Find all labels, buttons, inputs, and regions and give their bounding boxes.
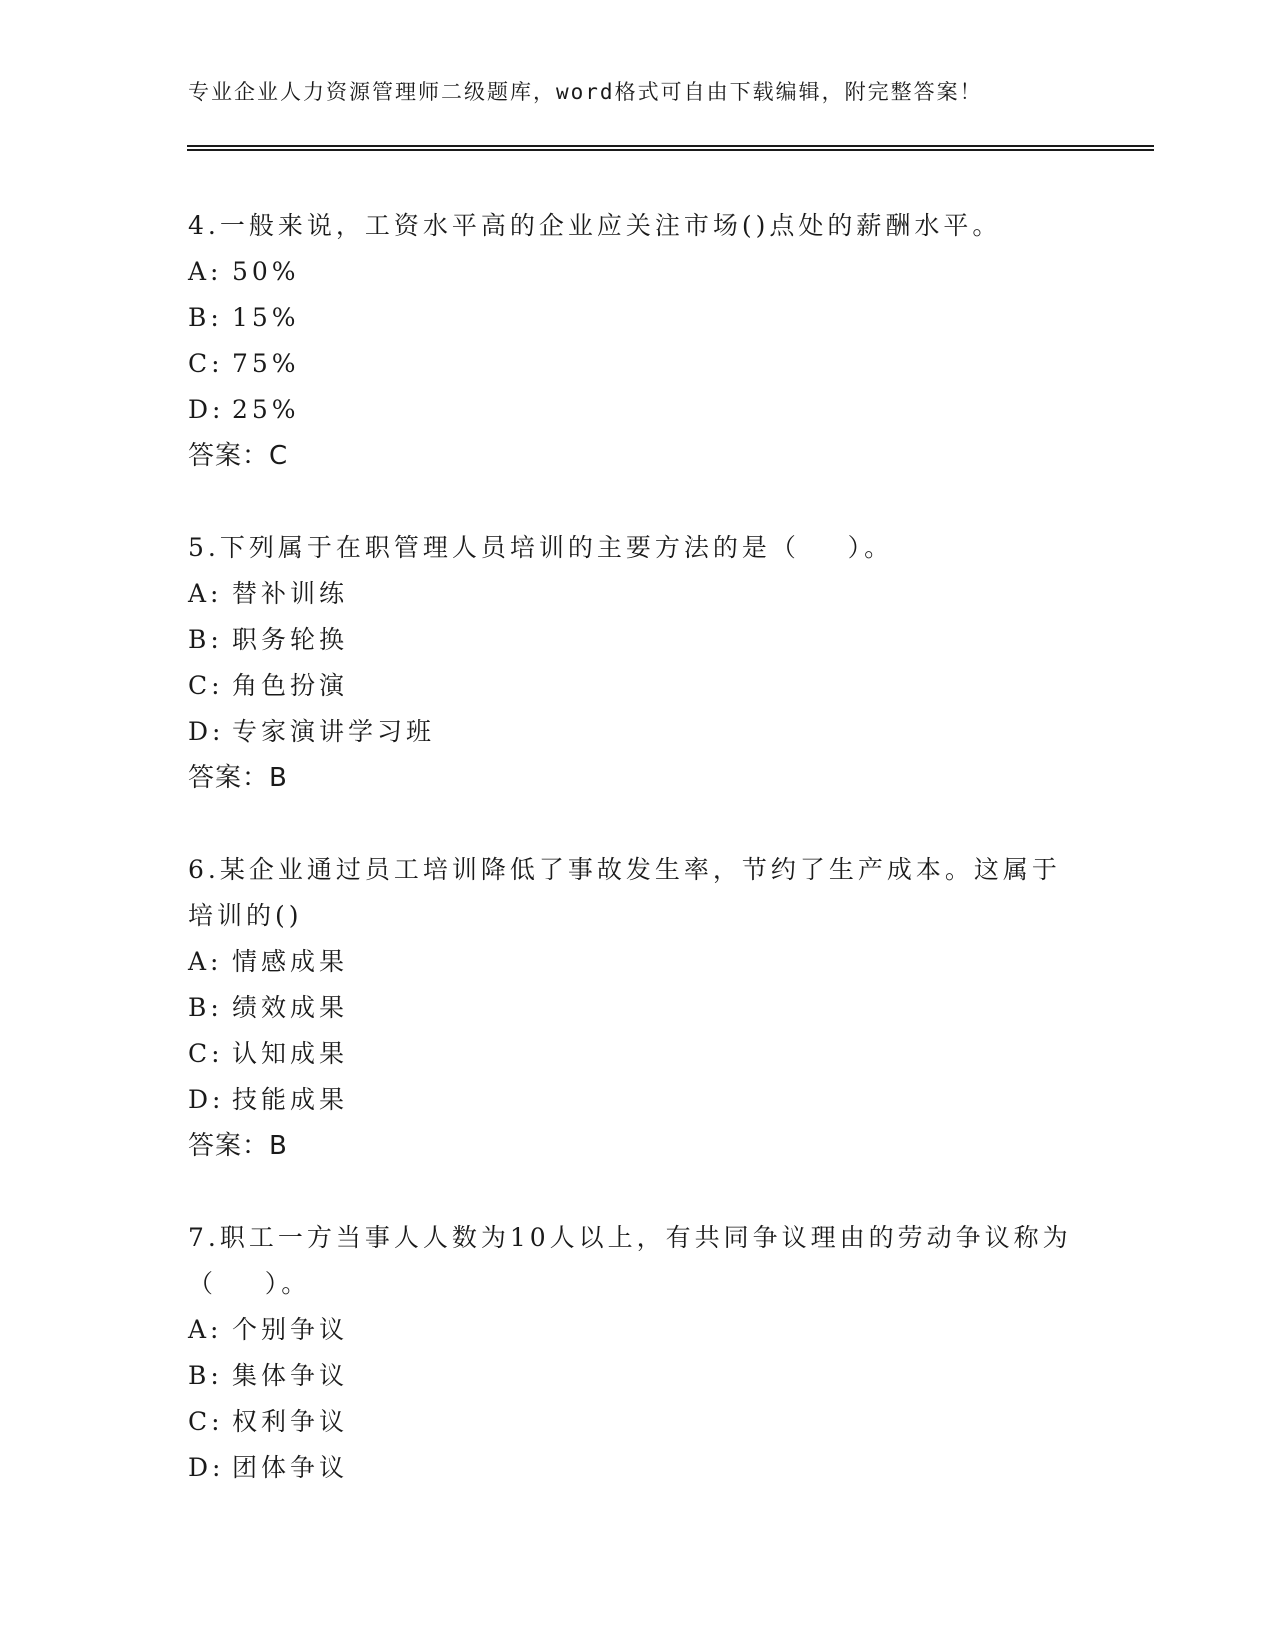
option-text: 职务轮换 (232, 625, 349, 654)
option-text: 技能成果 (232, 1085, 349, 1114)
question-list (188, 203, 1088, 1537)
rule-line-top (187, 145, 1154, 147)
header-double-rule (187, 145, 1154, 151)
option-text: 集体争议 (232, 1361, 349, 1390)
option-label: B: (188, 993, 223, 1022)
answer-option (188, 387, 1088, 433)
answer-option (188, 1031, 1088, 1077)
option-label: A: (188, 1315, 223, 1344)
question-block (188, 1215, 1088, 1491)
option-label: C: (188, 671, 224, 700)
option-label: C: (188, 349, 224, 378)
answer-option (188, 1353, 1088, 1399)
option-label: B: (188, 1361, 223, 1390)
answer-option (188, 709, 1088, 755)
option-text: 50% (232, 257, 300, 286)
question-stem: （ ）。 (188, 1269, 311, 1298)
answer-option (188, 571, 1088, 617)
question-block (188, 203, 1088, 479)
option-text: 权利争议 (232, 1407, 349, 1436)
option-text: 25% (232, 395, 300, 424)
option-text: 75% (232, 349, 300, 378)
answer-option (188, 341, 1088, 387)
option-label: D: (188, 1085, 225, 1114)
option-text: 角色扮演 (232, 671, 349, 700)
answer-option (188, 617, 1088, 663)
question-stem: 7.职工一方当事人人数为10人以上，有共同争议理由的劳动争议称为 (188, 1223, 1072, 1252)
option-text: 替补训练 (232, 579, 349, 608)
answer-option (188, 1077, 1088, 1123)
answer-key: 答案：C (188, 441, 289, 471)
option-text: 绩效成果 (232, 993, 349, 1022)
answer-option (188, 939, 1088, 985)
option-label: D: (188, 1453, 225, 1482)
answer-option (188, 985, 1088, 1031)
option-label: C: (188, 1407, 224, 1436)
answer-option (188, 1307, 1088, 1353)
question-block (188, 847, 1088, 1169)
question-stem: 5.下列属于在职管理人员培训的主要方法的是（ ）。 (188, 533, 894, 562)
answer-option (188, 1399, 1088, 1445)
option-label: A: (188, 257, 223, 286)
question-stem: 4.一般来说，工资水平高的企业应关注市场()点处的薪酬水平。 (188, 211, 1002, 240)
option-text: 团体争议 (232, 1453, 349, 1482)
option-label: B: (188, 625, 223, 654)
option-text: 15% (232, 303, 300, 332)
option-label: C: (188, 1039, 224, 1068)
option-label: D: (188, 717, 225, 746)
answer-option (188, 1445, 1088, 1491)
question-block (188, 525, 1088, 801)
option-label: D: (188, 395, 225, 424)
option-text: 专家演讲学习班 (232, 717, 436, 746)
rule-line-bottom (187, 149, 1154, 151)
option-text: 认知成果 (232, 1039, 349, 1068)
question-stem: 6.某企业通过员工培训降低了事故发生率，节约了生产成本。这属于 (188, 855, 1061, 884)
page-header: 专业企业人力资源管理师二级题库，word格式可自由下载编辑，附完整答案！ (188, 80, 983, 104)
answer-option (188, 295, 1088, 341)
option-text: 情感成果 (232, 947, 349, 976)
answer-option (188, 249, 1088, 295)
option-label: B: (188, 303, 223, 332)
option-label: A: (188, 947, 223, 976)
answer-key: 答案：B (188, 1131, 288, 1161)
question-stem: 培训的() (188, 901, 303, 930)
answer-option (188, 663, 1088, 709)
answer-key: 答案：B (188, 763, 288, 793)
option-text: 个别争议 (232, 1315, 349, 1344)
option-label: A: (188, 579, 223, 608)
